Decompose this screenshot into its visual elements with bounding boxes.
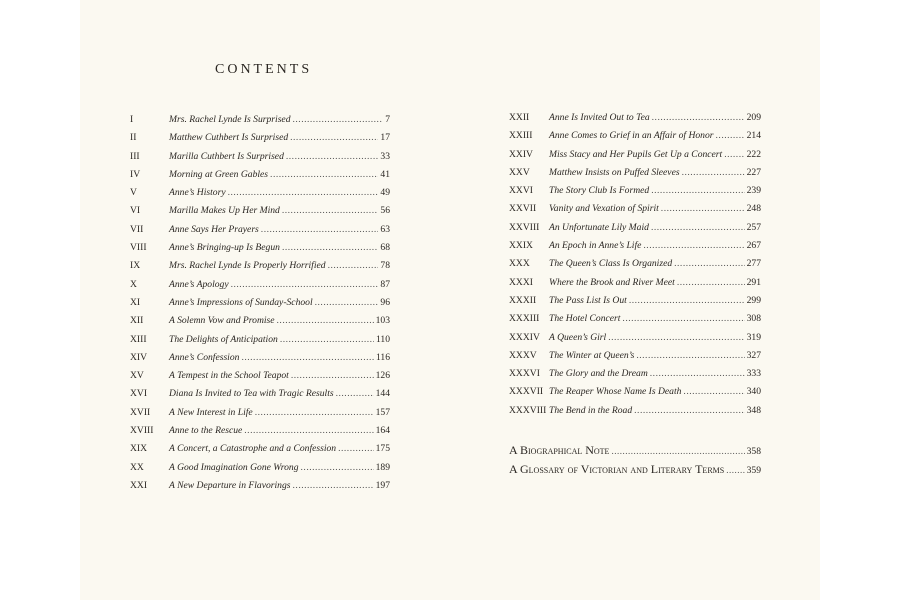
contents-left-column [130, 114, 390, 498]
contents-entry [130, 169, 390, 187]
page-number: 126 [375, 370, 390, 382]
chapter-number: XIV [130, 351, 148, 363]
contents-entry [509, 240, 761, 258]
chapter-title: Anne Comes to Grief in an Affair of Honor [549, 130, 714, 142]
page-number: 41 [380, 168, 390, 180]
chapter-title: Anne Is Invited Out to Tea [549, 112, 650, 123]
chapter-title: Mrs. Rachel Lynde Is Properly Horrified [169, 260, 326, 272]
dot-leader [674, 258, 744, 269]
dot-leader [338, 443, 374, 454]
chapter-title: A Solemn Vow and Promise [169, 315, 275, 327]
dot-leader [683, 386, 744, 397]
dot-leader [682, 167, 745, 178]
chapter-number: II [130, 132, 137, 144]
dot-leader [629, 295, 745, 306]
contents-entry [509, 313, 761, 331]
contents-entry [509, 203, 761, 221]
chapter-title: The Winter at Queen’s [549, 349, 635, 361]
dot-leader [301, 462, 374, 473]
dot-leader [255, 407, 374, 418]
chapter-number: XXVI [509, 185, 533, 197]
chapter-number: XXXI [509, 276, 533, 288]
dot-leader [290, 132, 378, 143]
chapter-number: IX [130, 260, 141, 272]
chapter-title: The Bend in the Road [549, 404, 633, 416]
dot-leader [634, 405, 744, 416]
page-number: 33 [380, 150, 390, 162]
contents-entry [509, 295, 761, 313]
dot-leader [293, 114, 384, 125]
page-number: 257 [746, 221, 761, 233]
contents-entry [130, 114, 390, 132]
dot-leader [724, 149, 744, 160]
page-number: 248 [746, 203, 761, 215]
chapter-number: XVIII [130, 425, 154, 437]
contents-entry [130, 370, 390, 388]
contents-entry [130, 315, 390, 333]
chapter-number: XXII [509, 112, 530, 123]
page-number: 214 [746, 130, 761, 142]
chapter-number: VI [130, 205, 141, 217]
chapter-number: XXIII [509, 130, 533, 142]
chapter-title: A New Departure in Flavorings [169, 479, 291, 491]
dot-leader [261, 224, 379, 235]
chapter-number: XV [130, 370, 144, 382]
page-number: 56 [380, 205, 390, 217]
contents-entry [130, 480, 390, 498]
contents-entry [130, 132, 390, 150]
page-number: 291 [746, 276, 761, 288]
dot-leader [643, 240, 744, 251]
chapter-title: Marilla Makes Up Her Mind [169, 205, 280, 217]
chapter-number: XIII [130, 333, 147, 345]
contents-entry [509, 405, 761, 423]
dot-leader [608, 332, 744, 343]
page-number: 110 [375, 333, 390, 345]
page-number: 348 [746, 404, 761, 416]
dot-leader [661, 203, 745, 214]
chapter-title: The Queen’s Class Is Organized [549, 258, 673, 270]
contents-heading: CONTENTS [215, 62, 313, 77]
contents-entry [509, 130, 761, 148]
contents-entry [130, 187, 390, 205]
contents-entry [130, 334, 390, 352]
dot-leader [315, 297, 379, 308]
contents-entry [509, 277, 761, 295]
contents-entry [130, 388, 390, 406]
chapter-title: Mrs. Rachel Lynde Is Surprised [169, 114, 291, 125]
dot-leader [328, 260, 379, 271]
chapter-number: XXV [509, 166, 530, 178]
chapter-number: XIX [130, 443, 148, 455]
chapter-number: XXX [509, 258, 530, 270]
contents-entry [509, 149, 761, 167]
chapter-title: Marilla Cuthbert Is Surprised [169, 150, 284, 162]
chapter-number: XXVIII [509, 221, 540, 233]
page-number: 277 [746, 258, 761, 270]
chapter-title: A Good Imagination Gone Wrong [169, 461, 299, 473]
chapter-title: Anne to the Rescue [169, 425, 243, 437]
dot-leader [611, 446, 744, 456]
chapter-title: Matthew Insists on Puffed Sleeves [549, 166, 680, 178]
chapter-number: XI [130, 296, 141, 308]
contents-entry [130, 407, 390, 425]
chapter-number: VIII [130, 242, 147, 254]
chapter-number: XVII [130, 406, 151, 418]
dot-leader [286, 151, 379, 162]
chapter-title: Morning at Green Gables [169, 168, 269, 180]
dot-leader [231, 279, 379, 290]
page-number: 49 [380, 187, 390, 199]
contents-entry [130, 352, 390, 370]
chapter-title: Matthew Cuthbert Is Surprised [169, 132, 289, 144]
contents-entry [509, 443, 761, 462]
page-number: 157 [375, 406, 390, 418]
dot-leader [622, 313, 744, 324]
chapter-number: XXI [130, 479, 148, 491]
contents-entry [130, 425, 390, 443]
chapter-title: An Epoch in Anne’s Life [549, 240, 642, 252]
chapter-number: XII [130, 315, 144, 327]
chapter-number: X [130, 278, 137, 290]
page-number: 116 [375, 351, 390, 363]
page-number: 78 [380, 260, 390, 272]
chapter-title: A Queen’s Girl [549, 331, 607, 343]
contents-entry [509, 112, 761, 130]
chapter-title: The Pass List Is Out [549, 294, 627, 306]
page-number: 222 [746, 148, 761, 160]
chapter-title: Miss Stacy and Her Pupils Get Up a Concert [549, 148, 723, 160]
chapter-title: Anne Says Her Prayers [169, 223, 259, 235]
dot-leader [241, 352, 374, 363]
dot-leader [282, 242, 378, 253]
contents-entry [509, 222, 761, 240]
chapter-number: XXXVIII [509, 404, 547, 416]
chapter-title: The Story Club Is Formed [549, 185, 650, 197]
chapter-number: XXIV [509, 148, 533, 160]
dot-leader [650, 368, 745, 379]
chapter-number: XXXIV [509, 331, 540, 343]
contents-entry [509, 258, 761, 276]
page-number: 209 [746, 112, 761, 123]
contents-entry [509, 185, 761, 203]
dot-leader [336, 388, 374, 399]
page-number: 144 [375, 388, 390, 400]
page-number: 96 [380, 296, 390, 308]
page-number: 103 [375, 315, 390, 327]
page-number: 68 [380, 242, 390, 254]
chapter-number: XXXIII [509, 313, 540, 325]
page-number: 239 [746, 185, 761, 197]
dot-leader [280, 334, 374, 345]
chapter-number: XXIX [509, 240, 533, 252]
dot-leader [244, 425, 373, 436]
chapter-number: XVI [130, 388, 148, 400]
contents-entry [130, 443, 390, 461]
page-number: 308 [746, 313, 761, 325]
chapter-number: III [130, 150, 140, 162]
chapter-number: XXXV [509, 349, 537, 361]
page-number: 175 [375, 443, 390, 455]
dot-leader [651, 185, 744, 196]
chapter-number: IV [130, 168, 141, 180]
contents-entry [509, 332, 761, 350]
page-number: 227 [746, 166, 761, 178]
page-number: 327 [746, 349, 761, 361]
contents-entry [130, 224, 390, 242]
page-number: 299 [746, 294, 761, 306]
contents-entry [130, 297, 390, 315]
contents-entry [509, 350, 761, 368]
dot-leader [282, 205, 379, 216]
contents-entry [130, 462, 390, 480]
chapter-title: Diana Is Invited to Tea with Tragic Results [169, 388, 334, 400]
chapter-title: An Unfortunate Lily Maid [549, 221, 649, 233]
dot-leader [270, 169, 378, 180]
page-number: 7 [385, 114, 390, 125]
contents-entry [130, 205, 390, 223]
chapter-number: XXXII [509, 294, 537, 306]
chapter-number: VII [130, 223, 144, 235]
contents-entry [130, 242, 390, 260]
chapter-title: Anne’s Impressions of Sunday-School [169, 296, 313, 308]
chapter-title: The Reaper Whose Name Is Death [549, 386, 682, 398]
back-matter-title: A Glossary of Victorian and Literary Terms [509, 462, 725, 476]
chapter-title: Anne’s Bringing-up Is Begun [169, 242, 280, 254]
chapter-number: XXXVII [509, 386, 544, 398]
dot-leader [228, 187, 379, 198]
dot-leader [677, 277, 745, 288]
contents-entry [509, 167, 761, 185]
dot-leader [651, 222, 745, 233]
dot-leader [716, 130, 745, 141]
page-number: 359 [746, 465, 761, 476]
chapter-number: I [130, 114, 134, 125]
page-number: 267 [746, 240, 761, 252]
contents-entry [130, 151, 390, 169]
chapter-title: A New Interest in Life [169, 406, 253, 418]
contents-entry [509, 368, 761, 386]
contents-entry [130, 279, 390, 297]
page-number: 189 [375, 461, 390, 473]
chapter-title: The Delights of Anticipation [169, 333, 278, 345]
page-number: 197 [375, 479, 390, 491]
chapter-title: A Concert, a Catastrophe and a Confession [169, 443, 337, 455]
chapter-number: XX [130, 461, 144, 473]
page-number: 17 [380, 132, 390, 144]
contents-entry [130, 260, 390, 278]
page-number: 63 [380, 223, 390, 235]
dot-leader [293, 480, 374, 491]
dot-leader [277, 315, 374, 326]
chapter-number: XXXVI [509, 368, 540, 380]
chapter-title: Where the Brook and River Meet [549, 276, 675, 288]
chapter-title: Anne’s History [169, 187, 226, 199]
dot-leader [726, 465, 744, 475]
dot-leader [291, 370, 374, 381]
page-number: 319 [746, 331, 761, 343]
page-number: 340 [746, 386, 761, 398]
chapter-title: Anne’s Apology [169, 278, 229, 290]
contents-entry [509, 462, 761, 481]
contents-entry [509, 386, 761, 404]
chapter-number: XXVII [509, 203, 537, 215]
page-number: 333 [746, 368, 761, 380]
back-matter-title: A Biographical Note [509, 443, 610, 457]
chapter-title: Anne’s Confession [169, 351, 240, 363]
page-number: 87 [380, 278, 390, 290]
chapter-title: The Hotel Concert [549, 313, 621, 325]
page-number: 358 [746, 446, 761, 457]
chapter-title: The Glory and the Dream [549, 368, 648, 380]
chapter-number: V [130, 187, 137, 199]
contents-right-column [509, 112, 761, 423]
dot-leader [636, 350, 744, 361]
chapter-title: A Tempest in the School Teapot [169, 370, 289, 382]
dot-leader [652, 112, 745, 123]
back-matter-list [509, 443, 761, 481]
chapter-title: Vanity and Vexation of Spirit [549, 203, 659, 215]
page-number: 164 [375, 425, 390, 437]
